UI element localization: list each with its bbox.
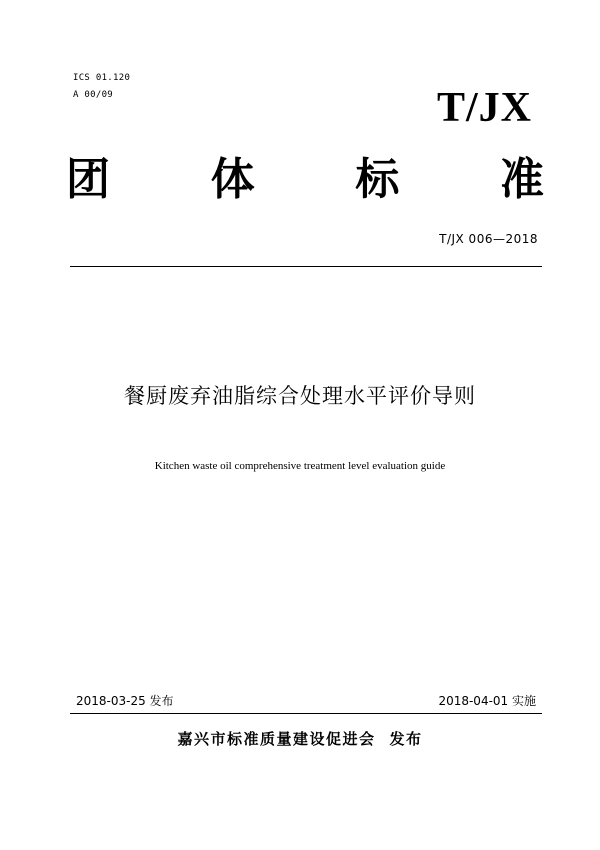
publisher-name: 嘉兴市标准质量建设促进会: [177, 730, 376, 748]
standard-type-char: 团: [66, 154, 110, 205]
issue-date: 2018-03-25 发布: [76, 694, 174, 708]
implementation-date: 2018-04-01 实施: [438, 694, 536, 708]
footer-divider: [70, 713, 542, 714]
standard-type-char: 标: [355, 154, 400, 205]
document-title-chinese: 餐厨废弃油脂综合处理水平评价导则: [124, 384, 476, 408]
ics-code: ICS 01.120: [73, 73, 131, 83]
standard-type-char: 体: [210, 154, 255, 205]
document-title-english: Kitchen waste oil comprehensive treatment level evaluation guide: [154, 460, 446, 472]
header-divider: [70, 266, 542, 267]
organization-code: T/JX: [436, 85, 532, 131]
ccs-code: A 00/09: [73, 90, 114, 100]
standard-type-heading: [66, 148, 544, 212]
publisher-line: [0, 728, 600, 749]
standard-number: T/JX 006—2018: [439, 232, 538, 246]
publisher-action: 发布: [389, 730, 423, 748]
standard-type-char: 准: [499, 154, 544, 205]
